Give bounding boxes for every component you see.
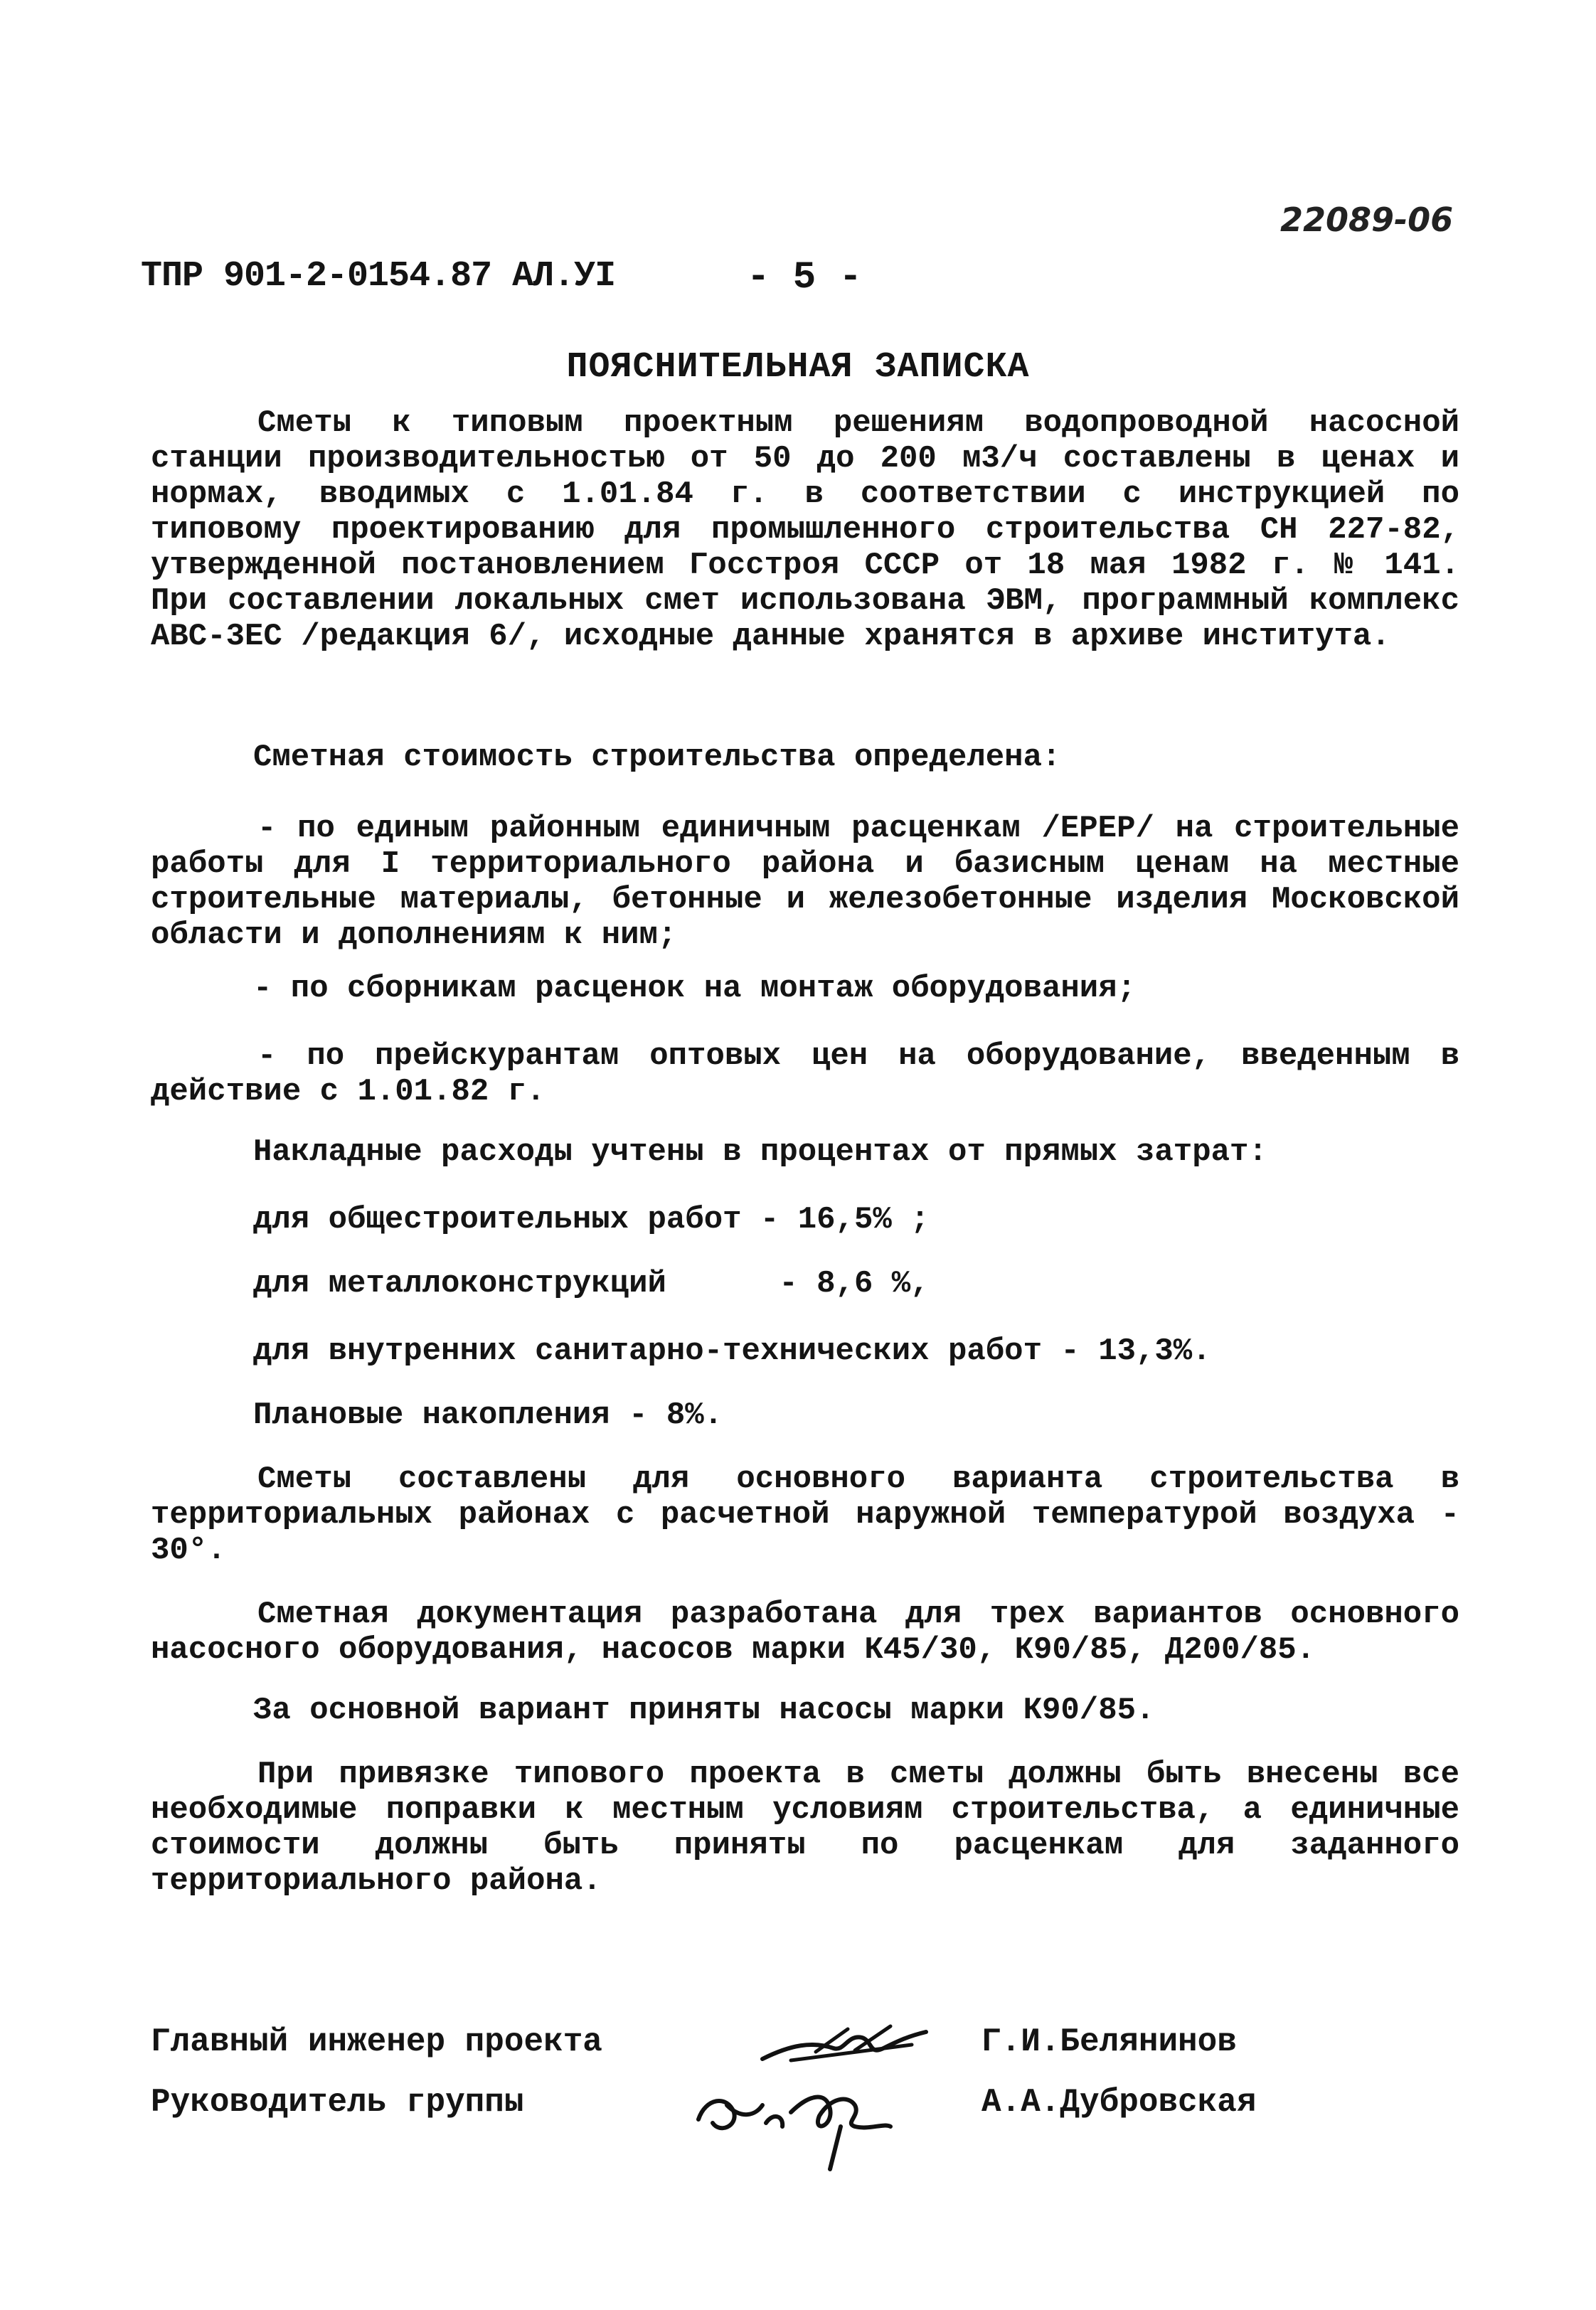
signatory-name: Г.И.Белянинов xyxy=(981,2023,1237,2060)
page-title: ПОЯСНИТЕЛЬНАЯ ЗАПИСКА xyxy=(566,347,1030,388)
document-code: ТПР 901-2-0154.87 АЛ.УI xyxy=(141,256,616,297)
overhead-general-construction: для общестроительных работ - 16,5% ; xyxy=(253,1202,930,1238)
paragraph-binding: При привязке типового проекта в сметы должны быть внесены все необходимые поправки к местным условиям строительства, а единичные стоимости должны быть приняты по расценкам для заданного территориального района. xyxy=(151,1757,1459,1899)
archive-stamp: 22089-06 xyxy=(1280,201,1454,239)
signature-title: Руководитель группы xyxy=(151,2084,524,2121)
signatory-name: А.А.Дубровская xyxy=(981,2084,1257,2121)
overhead-sanitary: для внутренних санитарно-технических работ - 13,3%. xyxy=(253,1334,1211,1369)
paragraph-erep: - по единым районным единичным расценкам /ЕРЕР/ на строительные работы для I территориального района и базисным ценам на местные строительные материалы, бетонные и железобетонные изделия Московской области и дополнениям к ним; xyxy=(151,811,1459,953)
page-header xyxy=(0,256,1596,306)
paragraph-cost-definition: Сметная стоимость строительства определена: xyxy=(253,740,1061,775)
paragraph-price-lists: - по прейскурантам оптовых цен на оборудование, введенным в действие с 1.01.82 г. xyxy=(151,1038,1459,1109)
paragraph-intro: Сметы к типовым проектным решениям водопроводной насосной станции производительностью от 50 до 200 м3/ч составлены в ценах и нормах, вводимых с 1.01.84 г. в соответствии с инструкцией по типовому проектированию для промышленного строительства СН 227-82, утвержденной постановлением Госстроя СССР от 18 мая 1982 г. № 141. При составлении локальных смет использована ЭВМ, программный комплекс АВС-3ЕС /редакция 6/, исходные данные хранятся в архиве института. xyxy=(151,405,1459,654)
paragraph-pump-variants: Сметная документация разработана для трех вариантов основного насосного оборудования, насосов марки К45/30, К90/85, Д200/85. xyxy=(151,1597,1459,1668)
planned-savings: Плановые накопления - 8%. xyxy=(253,1398,723,1433)
handwritten-signature-icon xyxy=(677,2055,919,2176)
signature-title: Главный инженер проекта xyxy=(151,2023,602,2060)
paragraph-installation: - по сборникам расценок на монтаж оборудования; xyxy=(253,971,1137,1006)
paragraph-main-variant: За основной вариант приняты насосы марки К90/85. xyxy=(253,1693,1155,1728)
paragraph-temperature: Сметы составлены для основного варианта строительства в территориальных районах с расчетной наружной температурой воздуха - 30°. xyxy=(151,1462,1459,1568)
signature-row-group-leader xyxy=(151,2084,1502,2141)
page-number: - 5 - xyxy=(747,256,863,299)
paragraph-overheads: Накладные расходы учтены в процентах от прямых затрат: xyxy=(253,1134,1267,1170)
overhead-metal-structures: для металлоконструкций - 8,6 %, xyxy=(253,1266,930,1302)
